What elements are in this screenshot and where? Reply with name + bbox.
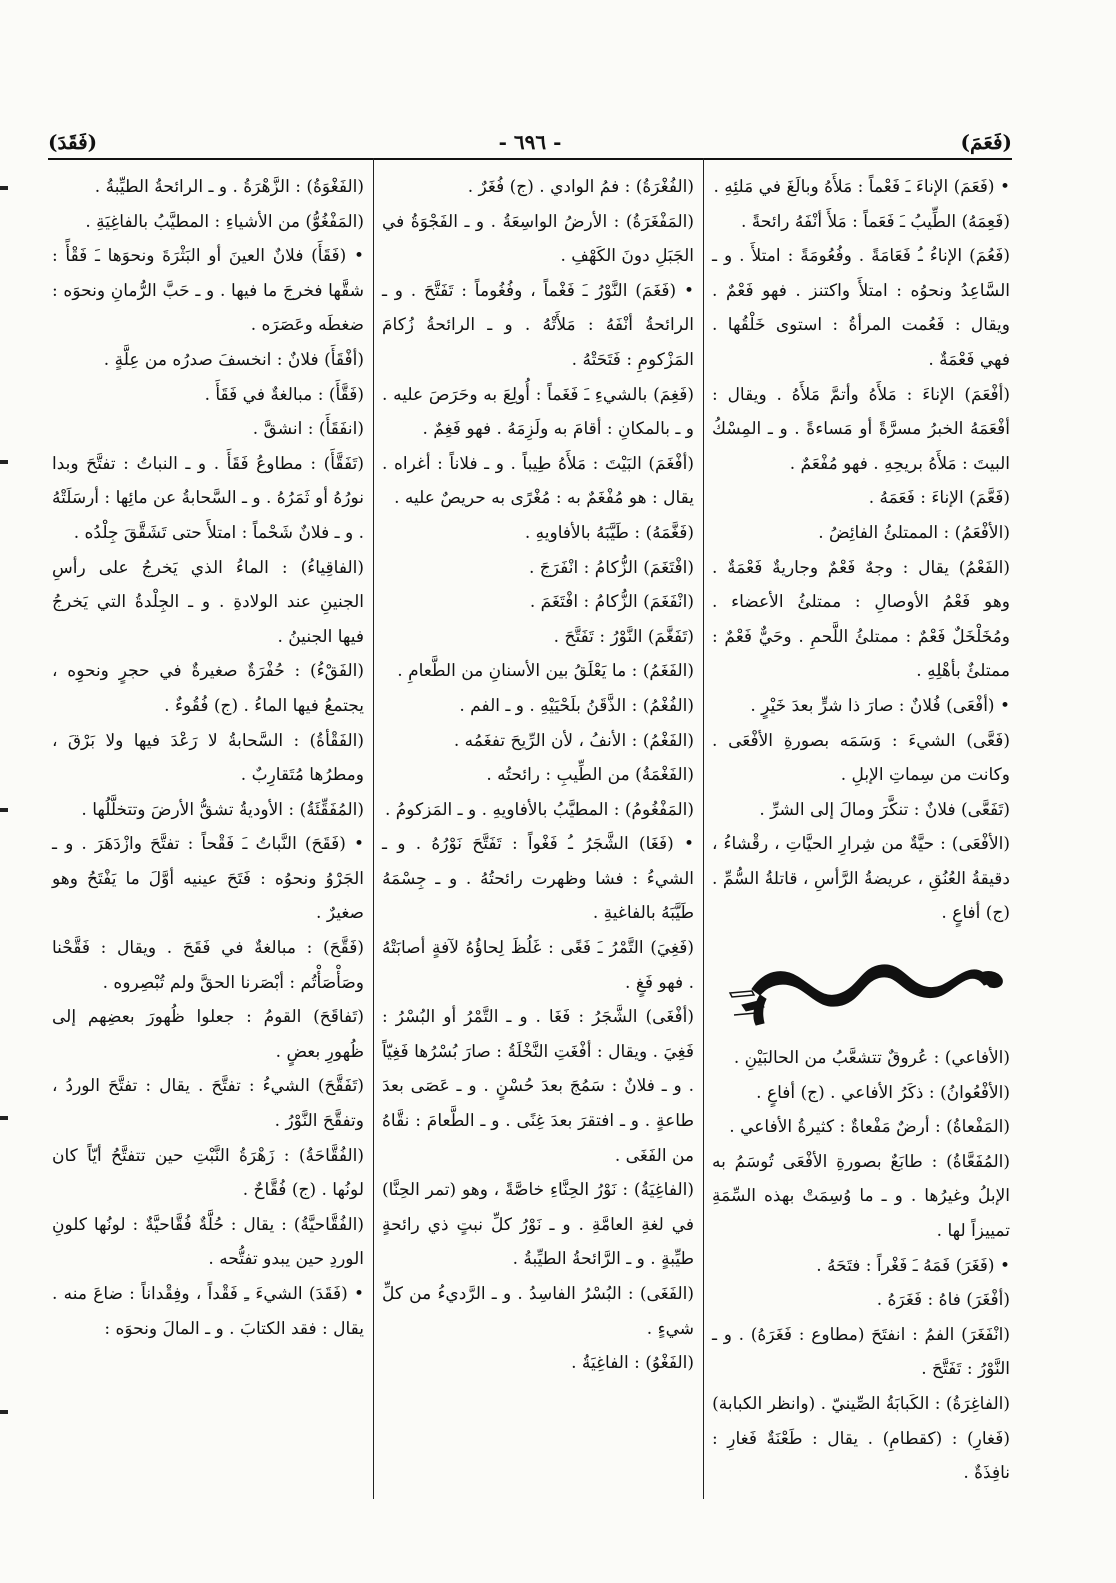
dictionary-entry: (الفَغْوُ) : الفاغِيَةُ . [571, 1353, 694, 1374]
column-divider [703, 158, 704, 1499]
dictionary-entry: (الأفْعَى) : حيَّةٌ من شِرارِ الحيَّاتِ ، رقْشاءُ ، دقيقةُ العُنُقِ ، عريضةُ الرَّأسِ ، قاتلةُ السُّمِّ . (ج) أفاعٍ . [712, 834, 1010, 924]
dictionary-entry: (الأفْعَمُ) : الممتلئُ الفائِضُ . [818, 522, 1010, 543]
dictionary-entry: (أفْعَمَ) الإناءَ : مَلأَهُ وأتمَّ مَلأَهُ . ويقال : أفْعَمَهُ الخبرُ مسرَّةً أو مَساءةً . و ـ المِسْكُ البيتَ : مَلأَهُ بريحِهِ . فهو مُفْعَمٌ . [712, 384, 1010, 474]
viper-illustration [712, 931, 1010, 1041]
dictionary-entry: (تَفَقَّأَ) : مطاوعُ فَقَأَ . و ـ النباتُ : تفتَّحَ وبدا نورُهُ أو ثَمَرُهُ . و ـ السَّحابةُ عن مائِها : أرسَلَتْهُ . و ـ فلانٌ شَحْماً : امتلأَ حتى تَشَقَّقَ جِلْدُه . [51, 453, 364, 543]
left-column [52, 170, 364, 1503]
scan-edge-mark [0, 1116, 8, 1120]
dictionary-entry: (فَعَّمَ) الإناءَ : فَعَمَهُ . [868, 488, 1010, 509]
dictionary-entry: (أفْغَمَ) البَيْتَ : مَلأَهُ طِيباً . و ـ فلاناً : أغراه . يقال : هو مُفْغَمٌ به : مُغْرًى به حريصٌ عليه . [382, 453, 694, 509]
dictionary-entry: (الفُقَّاحَةُ) : زَهْرَةُ النَّبْتِ حين تتفتَّحُ أيّاً كان لونُها . (ج) فُقَّاحٌ . [52, 1145, 364, 1201]
dictionary-entry: (الأفاعي) : عُروقٌ تتشعَّبُ من الحالبَيْنِ . [733, 1048, 1010, 1069]
dictionary-entry: (فَغارِ) : (كقطامِ) . يقال : طَعْنَةٌ فَغارِ : نافِذَةٌ . [712, 1428, 1010, 1484]
dictionary-entry: (الفُغْرَةُ) : فمُ الوادي . (ج) فُغَرٌ . [467, 177, 694, 197]
dictionary-entry: • (فَقَحَ) النَّباتُ ـَ فَقْحاً : تفتَّحَ وازْدَهَرَ . و ـ الجَرْوُ ونحوُه : فَتَحَ عينيه أوَّلَ ما يَفْتَحُ وهو صغيرٌ . [52, 834, 364, 924]
dictionary-entry: (المُفَقِّئَةُ) : الأوديةُ تشقُّ الأرضَ وتتخلَّلُها . [81, 799, 364, 820]
right-column [712, 170, 1010, 1503]
dictionary-entry: • (فَقَأَ) فلانٌ العينَ أو البَثْرَةَ ونحوَها ـَ فَقْأً : شقَّها فخرجَ ما فيها . و ـ حَبَّ الرُّمانِ ونحوَه : ضغطَه وعَصَرَه . [52, 246, 364, 336]
dictionary-entry: (انْفَغَمَ) الزُّكامُ : افْتَغَمَ . [529, 592, 694, 613]
dictionary-entry: (فَعَّى) الشيءَ : وَسَمَه بصورةِ الأفْعَى . وكانت من سِماتِ الإبلِ . [712, 730, 1010, 786]
dictionary-entry: (الفُقَّاحيَّةُ) : يقال : حُلَّةٌ فُقَّاحيَّةٌ : لونُها كلونِ الوردِ حين يبدو تفتُّحه . [52, 1214, 364, 1270]
dictionary-entry: (فَعِمَهُ) الطِّيبُ ـَ فَعَماً : مَلأَ أنْفَهُ رائحةً . [740, 211, 1010, 232]
header-left-word: (فَقَدَ) [48, 130, 98, 154]
dictionary-entry: (المَفْعاةُ) : أرضٌ مَفْعاةٌ : كثيرةُ الأفاعي . [729, 1117, 1010, 1138]
dictionary-entry: • (فَعَمَ) الإناءَ ـَ فَعْماً : مَلأَهُ وبالَغَ في مَلئِهِ . [713, 177, 1010, 197]
dictionary-entry: (انْفَغَرَ) الفمُ : انفتَحَ (مطاوع : فَغَرَهُ) . و ـ النَّوْرُ : تَفَتَّحَ . [712, 1324, 1010, 1380]
scan-edge-mark [0, 1410, 8, 1414]
dictionary-entry: (المَفْغَرَةُ) : الأرضُ الواسِعَةُ . و ـ الفَجْوَةُ في الجَبَلِ دونَ الكَهْفِ . [382, 211, 694, 267]
dictionary-entry: (انفَقَأَ) : انشقَّ . [252, 419, 364, 440]
dictionary-entry: (المَفْغُومُ) : المطيَّبُ بالأفاويهِ . و ـ المَزكومُ . [384, 799, 694, 820]
dictionary-entry: (فَقَّحَ) : مبالغةٌ في فَقَحَ . ويقال : فَقَّحْنا وصَأْصَأْتُم : أبْصَرنا الحقَّ ولم تُبْصِروه . [52, 938, 364, 993]
dictionary-entry: • (أفْعَى) فُلانٌ : صارَ ذا شرٍّ بعدَ خَيْرٍ . [750, 695, 1010, 716]
dictionary-entry: (أفْغَى) الشَّجَرُ : فَغَا . و ـ التَّمْرُ أو البُسْرُ : فَغِيَ . ويقال : أفْغَتِ النَّخْلَةُ : صارَ بُسْرُها فَغِيّاً . و ـ فلانٌ : سَمُجَ بعدَ حُسْنٍ . و ـ عَصَى بعدَ طاعةٍ . و ـ افتقرَ بعدَ غِنًى . و ـ الطَّعامَ : نقَّاهُ من الفَغَى . [382, 1007, 694, 1166]
dictionary-entry: (الفاقِياءُ) : الماءُ الذي يَخرجُ على رأسِ الجنينِ عند الولادةِ . و ـ الجِلْدةُ التي يَخرجُ فيها الجنينُ . [52, 557, 364, 647]
dictionary-entry: (الفَقْأةُ) : السَّحابةُ لا رَعْدَ فيها ولا بَرْقَ ، ومطرُها مُتَقارِبٌ . [52, 730, 364, 786]
page-number: - ٦٩٦ - [498, 130, 562, 154]
dictionary-entry: (تَفاقَحَ) القومُ : جعلوا ظُهورَ بعضِهم إلى ظُهورِ بعضٍ . [52, 1007, 364, 1062]
dictionary-entry: (فَغِيَ) التَّمْرُ ـَ فَغًى : غَلُظَ لِحاؤُهُ لآفةٍ أصابَتْهُ . فهو فَغٍ . [382, 938, 694, 993]
dictionary-entry: (الفَعْمُ) يقال : وجهٌ فَعْمٌ وجاريةٌ فَعْمَةٌ . وهو فَعْمُ الأوصالِ : ممتلئُ الأعضاء . ومُخَلْخَلٌ فَعْمٌ : ممتلئُ اللَّحمِ . وحَيٌّ فَعْمٌ : ممتلئٌ بأهْلِهِ . [712, 557, 1010, 682]
dictionary-entry: (الفاغِيَةُ) : نَوْرُ الحِنَّاءِ خاصَّةً ، وهو (تمر الحِنَّا) في لغةِ العامَّةِ . و ـ نَوْرُ كلِّ نبتٍ ذي رائحةٍ طيِّبةٍ . و ـ الرَّائحةُ الطيِّبةُ . [382, 1180, 694, 1270]
dictionary-entry: (فَغَّمَهُ) : طَيَّبَهُ بالأفاويهِ . [524, 522, 694, 543]
column-divider [373, 158, 374, 1499]
scan-edge-mark [0, 808, 8, 812]
dictionary-entry: (الفَغَمُ) : ما يَعْلَقُ بين الأسنانِ من الطَّعامِ . [397, 661, 694, 682]
dictionary-entry: (الفَغْمَةُ) من الطِّيبِ : رائحتُه . [486, 765, 694, 786]
dictionary-entry: (تَفَقَّحَ) الشيءُ : تفتَّحَ . يقال : تفتَّحَ الوردُ ، وتفقَّحَ النَّوْرُ . [52, 1076, 364, 1132]
dictionary-entry: (الأفْعُوانُ) : ذكَرُ الأفاعي . (ج) أفاعٍ . [756, 1082, 1010, 1103]
dictionary-entry: (المُفَعَّاةُ) : طابَعٌ بصورةِ الأفْعَى تُوسَمُ به الإبلُ وغيرُها . و ـ ما وُسِمَتْ بهذه السِّمَةِ تمييزاً لها . [712, 1151, 1010, 1242]
dictionary-entry: (فَغِمَ) بالشيءِ ـَ فَغَماً : أُولِعَ به وحَرَصَ عليه . و ـ بالمكانِ : أقامَ به ولَزِمَهُ . فهو فَغِمٌ . [382, 384, 694, 440]
middle-column [382, 170, 694, 1503]
dictionary-entry: (فَقَّأَ) : مبالغةٌ في فَقَأَ . [204, 384, 364, 405]
dictionary-entry: • (فَغَا) الشَّجَرُ ـُ فَغْواً : تَفَتَّحَ نَوْرُهُ . و ـ الشيءُ : فشا وظهرت رائحتُهُ . و ـ جِسْمَهُ طَيَّبَهُ بالفاغيةِ . [382, 834, 694, 924]
dictionary-entry: (أفْقَأَ) فلانٌ : انخسفَ صدرُه من عِلَّةٍ . [103, 349, 364, 370]
scan-edge-mark [0, 460, 8, 464]
scan-edge-mark [0, 186, 8, 190]
page-header [48, 118, 1012, 154]
dictionary-entry: (فَعُمَ) الإناءُ ـُ فَعَامَةً . وفُعُومَةً : امتلأَ . و ـ السَّاعِدُ ونحوُه : امتلأَ واكتنز . فهو فَعْمٌ . ويقال : فَعُمت المرأةُ : استوى خَلْقُها . فهي فَعْمَةٌ . [712, 246, 1010, 370]
dictionary-entry: (تَفَغَّمَ) النَّوْرُ : تَفَتَّحَ . [553, 626, 694, 647]
dictionary-entry: (افْتَغَمَ) الزُّكامُ : انْفَرَجَ . [529, 557, 694, 578]
header-right-word: (فَعَمَ) [960, 130, 1012, 154]
dictionary-entry: (أفْغَرَ) فاهُ : فَغَرَهُ . [876, 1290, 1010, 1311]
dictionary-entry: (الفاغِرَةُ) : الكَبابَةُ الصِّينيّ . (وانظر الكبابة) [712, 1394, 1010, 1414]
dictionary-entry: (الفَقْءُ) : حُفْرَةٌ صغيرةٌ في حجرٍ ونحوِه ، يجتمعُ فيها الماءُ . (ج) فُقُوءٌ . [52, 661, 364, 716]
dictionary-entry: (تَفَعَّى) فلانٌ : تنكَّرَ ومالَ إلى الشرِّ . [759, 799, 1010, 820]
dictionary-entry: • (فَقَدَ) الشيءَ ـِ فَقْداً ، وفِقْداناً : ضاعَ منه . يقال : فقد الكتابَ . و ـ المالَ ونحوَه : [52, 1284, 364, 1339]
dictionary-entry: (الفَغَى) : البُسْرُ الفاسِدُ . و ـ الرَّديءُ من كلِّ شيءٍ . [382, 1284, 694, 1339]
dictionary-entry: (المَفْغُوُّ) من الأشياءِ : المطيَّبُ بالفاغِيَةِ . [85, 211, 364, 232]
dictionary-entry: • (فَغَرَ) فَمَهُ ـَ فَغْراً : فتَحَهُ . [816, 1255, 1010, 1276]
dictionary-entry: (الفَغْمُ) : الأنفُ ، لأن الرِّيحَ تفغَمُه . [453, 730, 694, 751]
dictionary-entry: (الفُغْمُ) : الذَّقَنُ بلَحْيَيْهِ . و ـ الفم . [459, 695, 694, 716]
dictionary-entry: • (فَغَمَ) النَّوْرُ ـَ فَغْماً ، وفُغُوماً : تَفَتَّحَ . و ـ الرائحةُ أنْفَهُ : مَلأَتْهُ . و ـ الرائحةُ زُكامَ المَزْكومِ : فَتَحَتْهُ . [382, 280, 694, 370]
dictionary-entry: (الفَغْوَةُ) : الزَّهْرَةُ . و ـ الرائحةُ الطيِّبةُ . [94, 177, 364, 197]
header-rule [48, 158, 1012, 160]
